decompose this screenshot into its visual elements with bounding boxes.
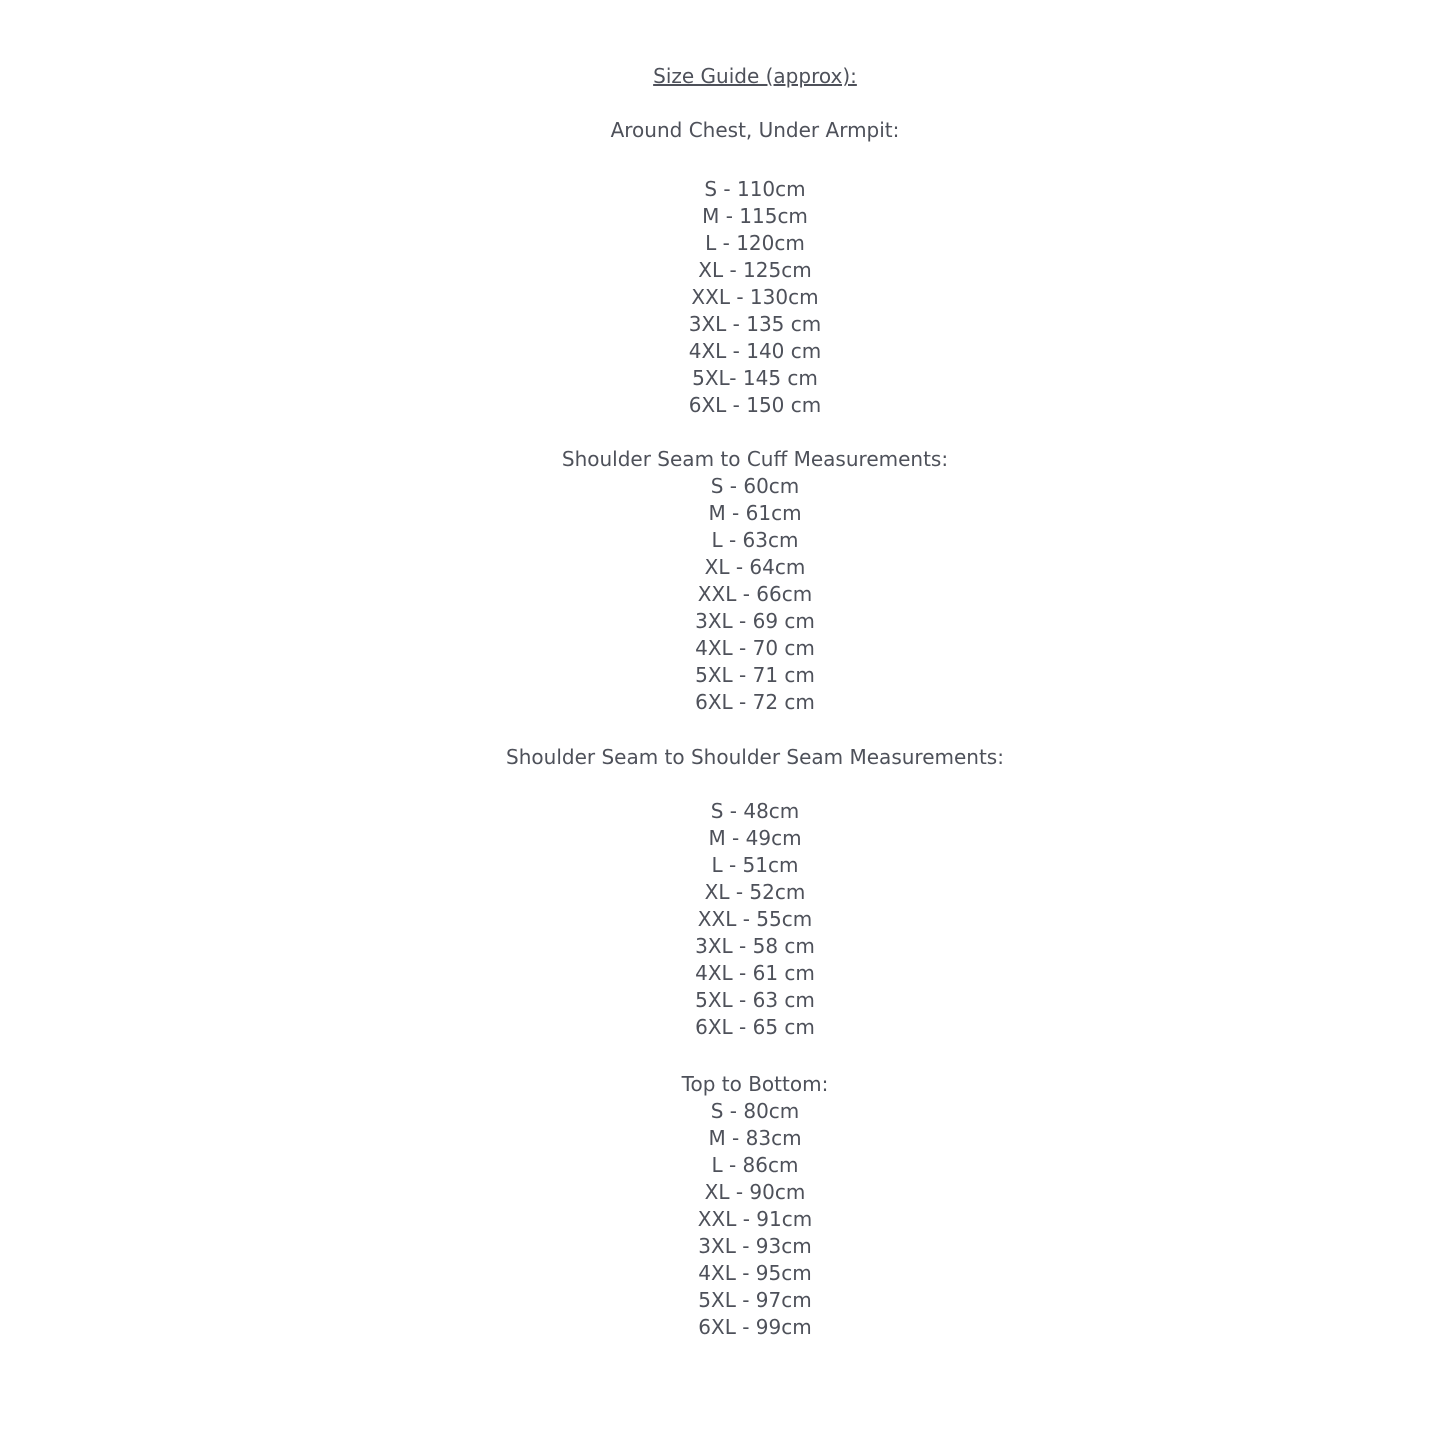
size-guide-document — [65, 0, 1445, 1341]
size-row: L - 51cm — [711, 853, 799, 877]
section-heading-around-chest: Around Chest, Under Armpit: — [610, 118, 900, 142]
size-row: 4XL - 95cm — [698, 1261, 812, 1285]
size-row: 3XL - 58 cm — [695, 934, 815, 958]
size-row: XL - 90cm — [704, 1180, 806, 1204]
size-row: 6XL - 99cm — [698, 1315, 812, 1339]
size-row: 6XL - 72 cm — [695, 690, 815, 714]
size-row: 5XL - 97cm — [698, 1288, 812, 1312]
size-row: S - 110cm — [704, 177, 806, 201]
size-list-shoulder-to-cuff — [65, 473, 1445, 716]
size-list-around-chest — [65, 176, 1445, 419]
size-row: 5XL- 145 cm — [692, 366, 818, 390]
size-list-top-to-bottom — [65, 1098, 1445, 1341]
section-heading-shoulder-to-cuff: Shoulder Seam to Cuff Measurements: — [561, 447, 949, 471]
size-row: M - 83cm — [708, 1126, 802, 1150]
size-row: M - 115cm — [702, 204, 808, 228]
size-row: 5XL - 71 cm — [695, 663, 815, 687]
size-row: M - 49cm — [708, 826, 802, 850]
size-row: XXL - 130cm — [691, 285, 819, 309]
size-row: 5XL - 63 cm — [695, 988, 815, 1012]
size-row: L - 63cm — [711, 528, 799, 552]
size-guide-title: Size Guide (approx): — [653, 64, 857, 88]
size-row: M - 61cm — [708, 501, 802, 525]
size-row: XL - 125cm — [698, 258, 812, 282]
size-row: XL - 64cm — [704, 555, 806, 579]
size-row: 3XL - 135 cm — [688, 312, 822, 336]
size-row: S - 80cm — [710, 1099, 800, 1123]
size-row: 3XL - 69 cm — [695, 609, 815, 633]
size-row: XXL - 66cm — [697, 582, 813, 606]
size-row: S - 60cm — [710, 474, 800, 498]
size-list-shoulder-to-shoulder — [65, 798, 1445, 1041]
size-row: L - 86cm — [711, 1153, 799, 1177]
size-row: 4XL - 61 cm — [695, 961, 815, 985]
size-row: 4XL - 140 cm — [688, 339, 822, 363]
size-row: XXL - 55cm — [697, 907, 813, 931]
size-row: XXL - 91cm — [697, 1207, 813, 1231]
size-row: XL - 52cm — [704, 880, 806, 904]
section-heading-shoulder-to-shoulder: Shoulder Seam to Shoulder Seam Measurements: — [506, 745, 1004, 769]
size-row: L - 120cm — [705, 231, 805, 255]
size-row: 4XL - 70 cm — [695, 636, 815, 660]
section-heading-top-to-bottom: Top to Bottom: — [681, 1072, 829, 1096]
size-row: 6XL - 150 cm — [688, 393, 822, 417]
size-row: 6XL - 65 cm — [695, 1015, 815, 1039]
size-row: 3XL - 93cm — [698, 1234, 812, 1258]
size-row: S - 48cm — [710, 799, 800, 823]
